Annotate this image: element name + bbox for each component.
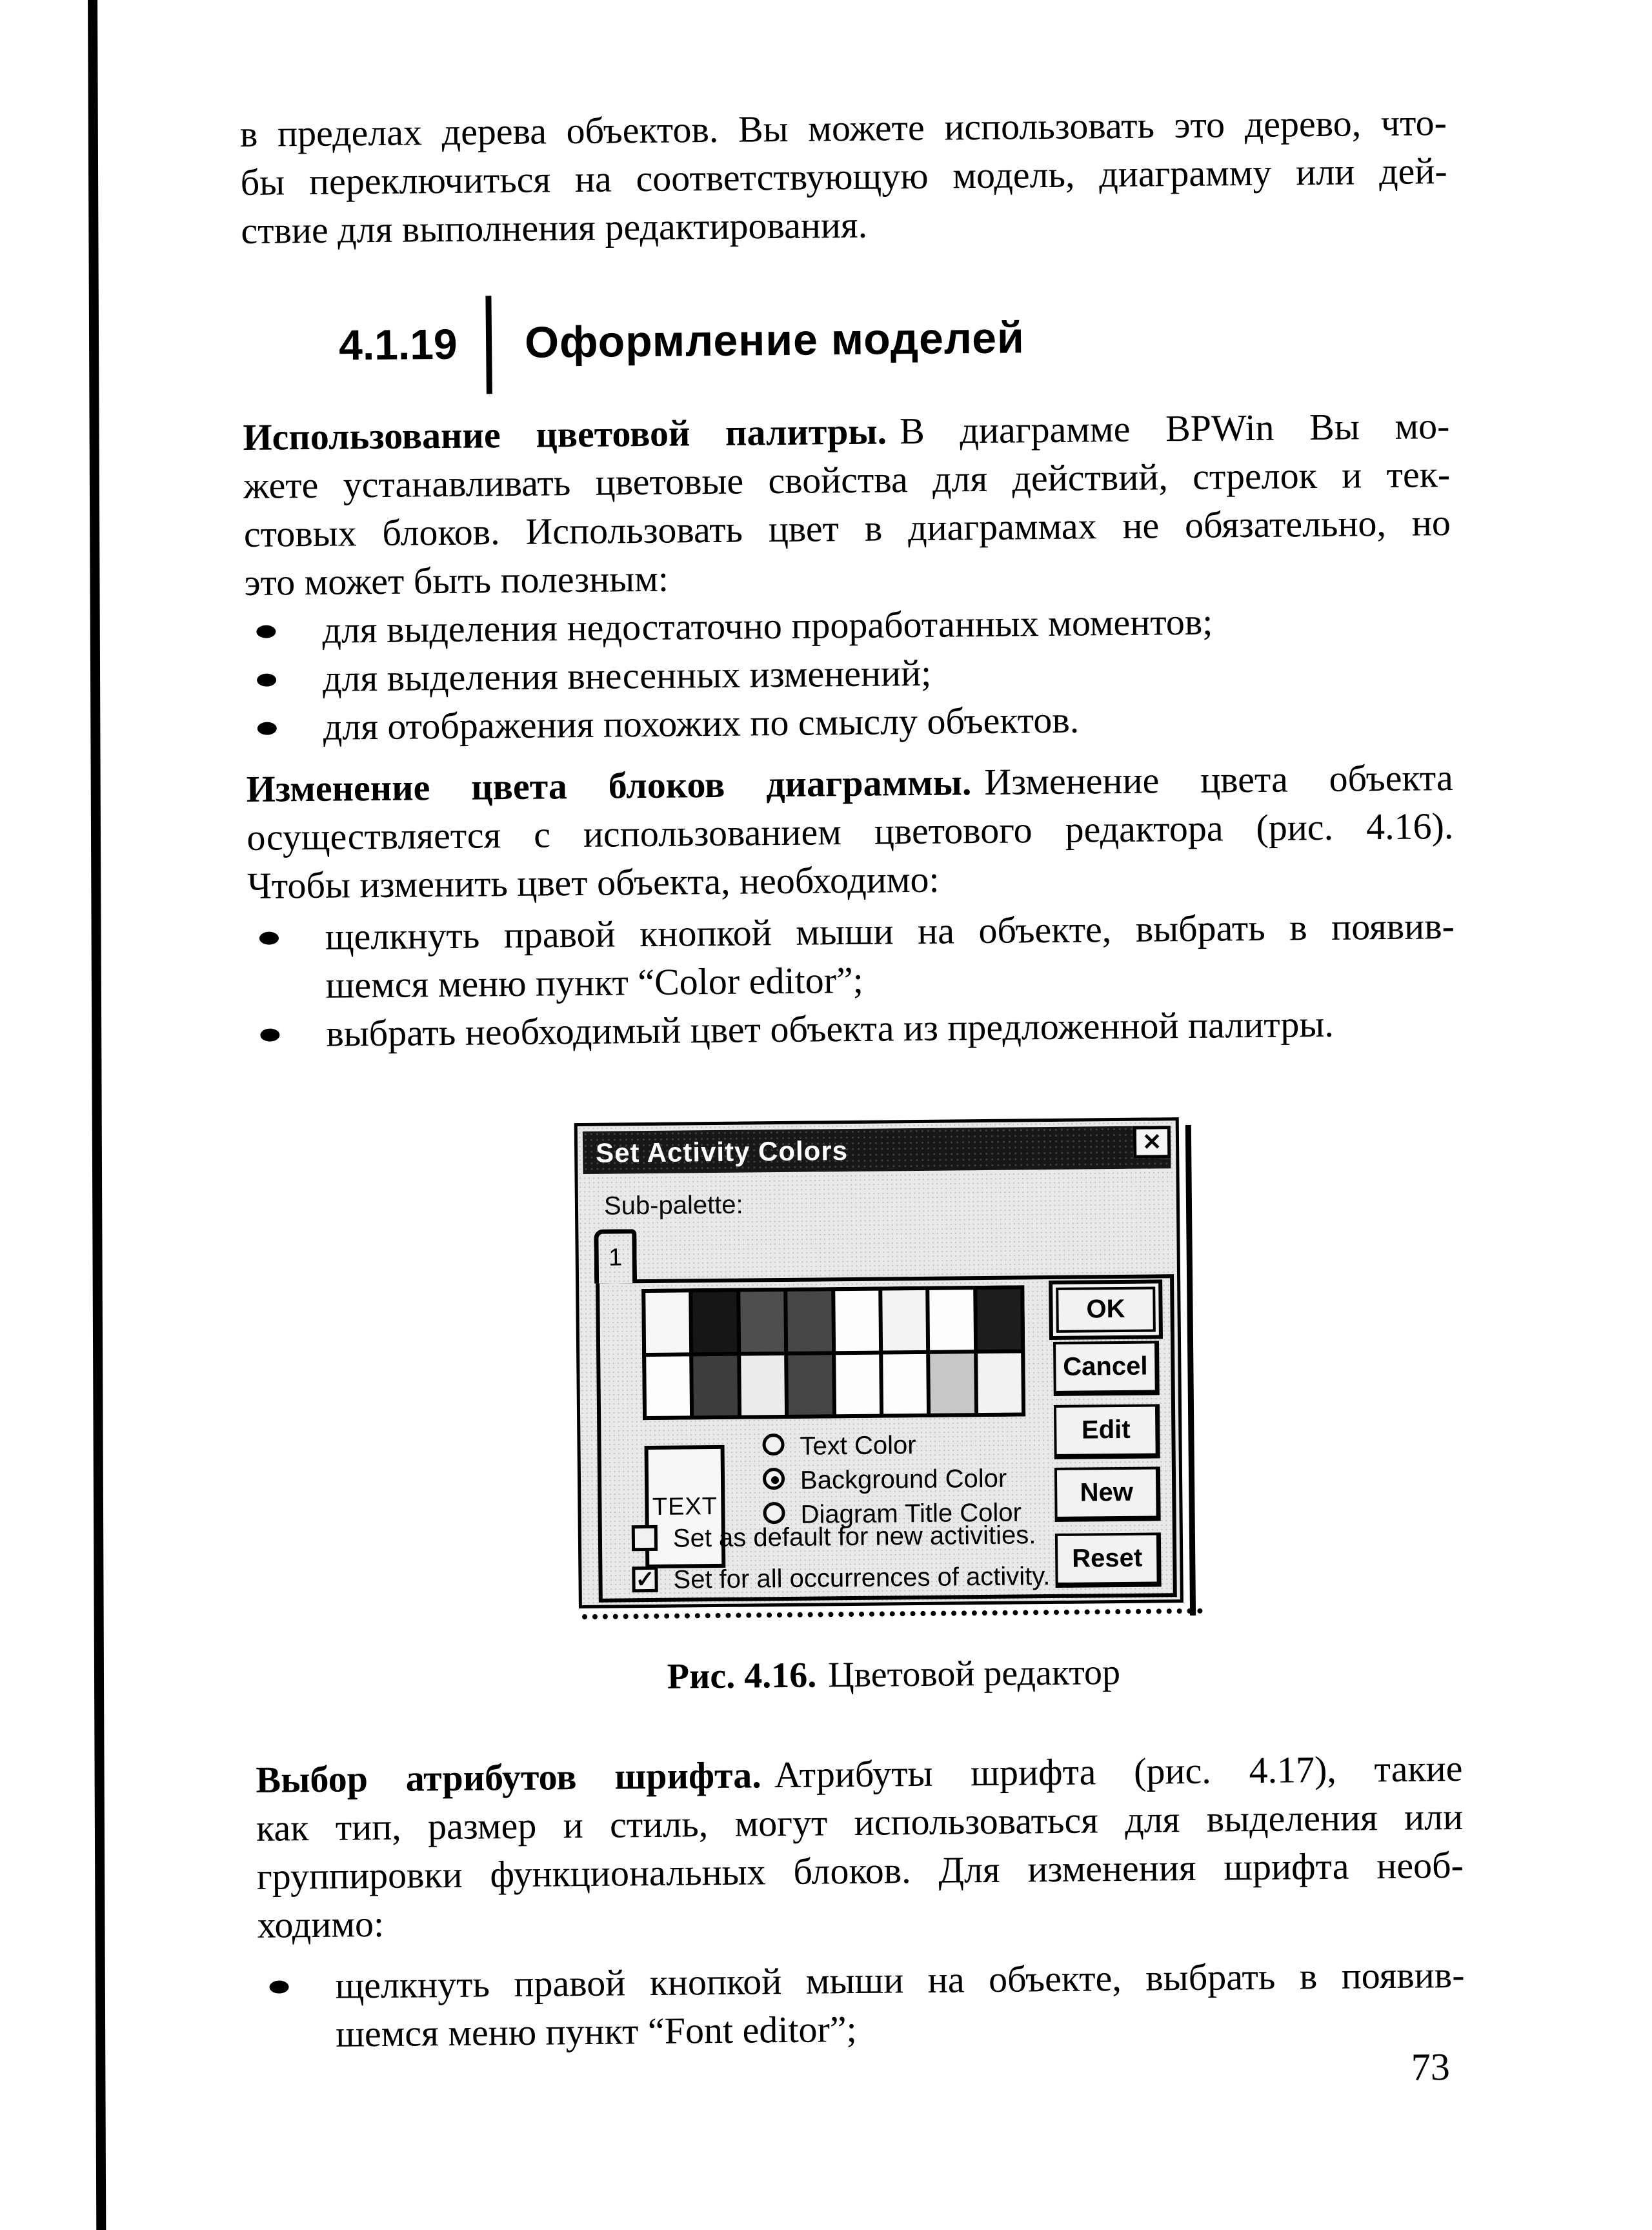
list-item: выбрать необходимый цвет объекта из предложенной палитры. xyxy=(248,998,1456,1059)
set-activity-colors-dialog xyxy=(574,1117,1184,1608)
paragraph-palette-usage xyxy=(243,401,1451,607)
text-line: в пределах дерева объектов. Вы можете использовать это дерево, что- xyxy=(239,101,1447,155)
text-line: Использование цветовой палитры. В диаграмме BPWin Вы мо- xyxy=(243,405,1450,458)
sub-palette-panel xyxy=(596,1274,1177,1603)
text-line: Чтобы изменить цвет объекта, необходимо: xyxy=(247,858,940,907)
text-preview-label: TEXT xyxy=(652,1492,718,1521)
cancel-button[interactable]: Cancel xyxy=(1053,1341,1160,1396)
close-icon: ✕ xyxy=(1142,1128,1162,1155)
list-item: для выделения внесенных изменений; xyxy=(245,644,1453,704)
edit-button[interactable]: Edit xyxy=(1054,1404,1160,1459)
text-line: Изменение цвета блоков диаграммы. Изменение цвета объекта xyxy=(246,756,1453,810)
figure-dotted-baseline xyxy=(582,1608,1203,1619)
palette-swatch[interactable] xyxy=(741,1355,785,1415)
figure-shadow-line xyxy=(1185,1125,1196,1616)
text-line: ствие для выполнения редактирования. xyxy=(241,203,868,252)
dialog-titlebar[interactable] xyxy=(583,1126,1171,1174)
sub-palette-tab-1[interactable]: 1 xyxy=(594,1229,637,1284)
reset-button[interactable]: Reset xyxy=(1055,1532,1162,1588)
list-item-continuation: шемся меню пункт “Color editor”; xyxy=(325,958,864,1006)
palette-swatch[interactable] xyxy=(694,1355,738,1415)
run-in-heading: Изменение цвета блоков диаграммы. xyxy=(246,761,972,810)
palette-swatch[interactable] xyxy=(787,1291,831,1351)
run-in-heading: Выбор атрибутов шрифта. xyxy=(256,1754,762,1801)
palette-swatch[interactable] xyxy=(646,1356,690,1416)
text-line: жете устанавливать цветовые свойства для действий, стрелок и тек- xyxy=(243,453,1451,507)
section-divider-bar xyxy=(485,296,492,394)
figure-caption-number: Рис. 4.16. xyxy=(667,1655,817,1697)
sub-palette-label: Sub-palette: xyxy=(603,1190,743,1221)
checkbox-checked-icon: ✓ xyxy=(632,1566,658,1592)
list-item: для отображения похожих по смыслу объектов. xyxy=(245,692,1453,752)
section-title: Оформление моделей xyxy=(524,313,1025,367)
new-button[interactable]: New xyxy=(1054,1466,1161,1522)
palette-swatch[interactable] xyxy=(883,1353,927,1414)
radio-icon xyxy=(762,1434,784,1455)
page-number: 73 xyxy=(1411,2045,1451,2089)
bullet-list-color-change xyxy=(248,902,1456,1059)
palette-swatch[interactable] xyxy=(836,1354,880,1414)
dialog-title: Set Activity Colors xyxy=(595,1135,849,1168)
text-line: ходимо: xyxy=(257,1902,385,1946)
list-item-continuation: шемся меню пункт “Font editor”; xyxy=(335,2007,857,2055)
list-item: для выделения недостаточно проработанных моментов; xyxy=(245,595,1452,655)
bullet-list-font-attrs xyxy=(257,1951,1465,2059)
text-line: это может быть полезным: xyxy=(244,557,669,603)
palette-swatch[interactable] xyxy=(978,1353,1022,1413)
palette-swatch[interactable] xyxy=(929,1290,973,1350)
palette-swatch[interactable] xyxy=(645,1292,689,1352)
paragraph-color-change xyxy=(246,753,1454,910)
palette-swatch[interactable] xyxy=(977,1289,1021,1349)
close-button[interactable] xyxy=(1133,1126,1171,1159)
text-line: Выбор атрибутов шрифта. Атрибуты шрифта (рис. 4.17), такие xyxy=(256,1747,1463,1801)
bullet-list-palette-usage xyxy=(245,595,1453,752)
palette-swatch[interactable] xyxy=(882,1290,926,1350)
checkbox-icon xyxy=(632,1525,658,1551)
text-line: бы переключиться на соответствующую модель, диаграмму или дей- xyxy=(240,150,1447,203)
text-line: группировки функциональных блоков. Для изменения шрифта необ- xyxy=(256,1843,1464,1898)
palette-swatch[interactable] xyxy=(788,1355,832,1415)
figure-caption: Рис. 4.16. Цветовой редактор xyxy=(667,1652,1121,1697)
color-palette-grid xyxy=(641,1285,1025,1420)
section-number: 4.1.19 xyxy=(338,319,458,369)
ok-button[interactable]: OK xyxy=(1049,1279,1163,1340)
palette-swatch[interactable] xyxy=(740,1292,784,1352)
radio-icon xyxy=(763,1502,785,1524)
palette-swatch[interactable] xyxy=(835,1291,879,1351)
text-line: осуществляется с использованием цветового редактора (рис. 4.16). xyxy=(247,804,1454,858)
paragraph-intro xyxy=(240,98,1448,255)
list-item: щелкнуть правой кнопкой мыши на объекте, выбрать в появив- xyxy=(248,902,1455,962)
run-in-heading: Использование цветовой палитры. xyxy=(243,410,887,458)
paragraph-font-attrs xyxy=(256,1744,1464,1949)
palette-swatch[interactable] xyxy=(693,1292,737,1352)
text-line: как тип, размер и стиль, могут использоваться для выделения или xyxy=(256,1795,1464,1849)
list-item: щелкнуть правой кнопкой мыши на объекте, выбрать в появив- xyxy=(257,1951,1465,2011)
text-line: стовых блоков. Использовать цвет в диаграммах не обязательно, но xyxy=(243,502,1451,555)
radio-selected-icon xyxy=(763,1468,785,1490)
palette-swatch[interactable] xyxy=(930,1353,974,1414)
